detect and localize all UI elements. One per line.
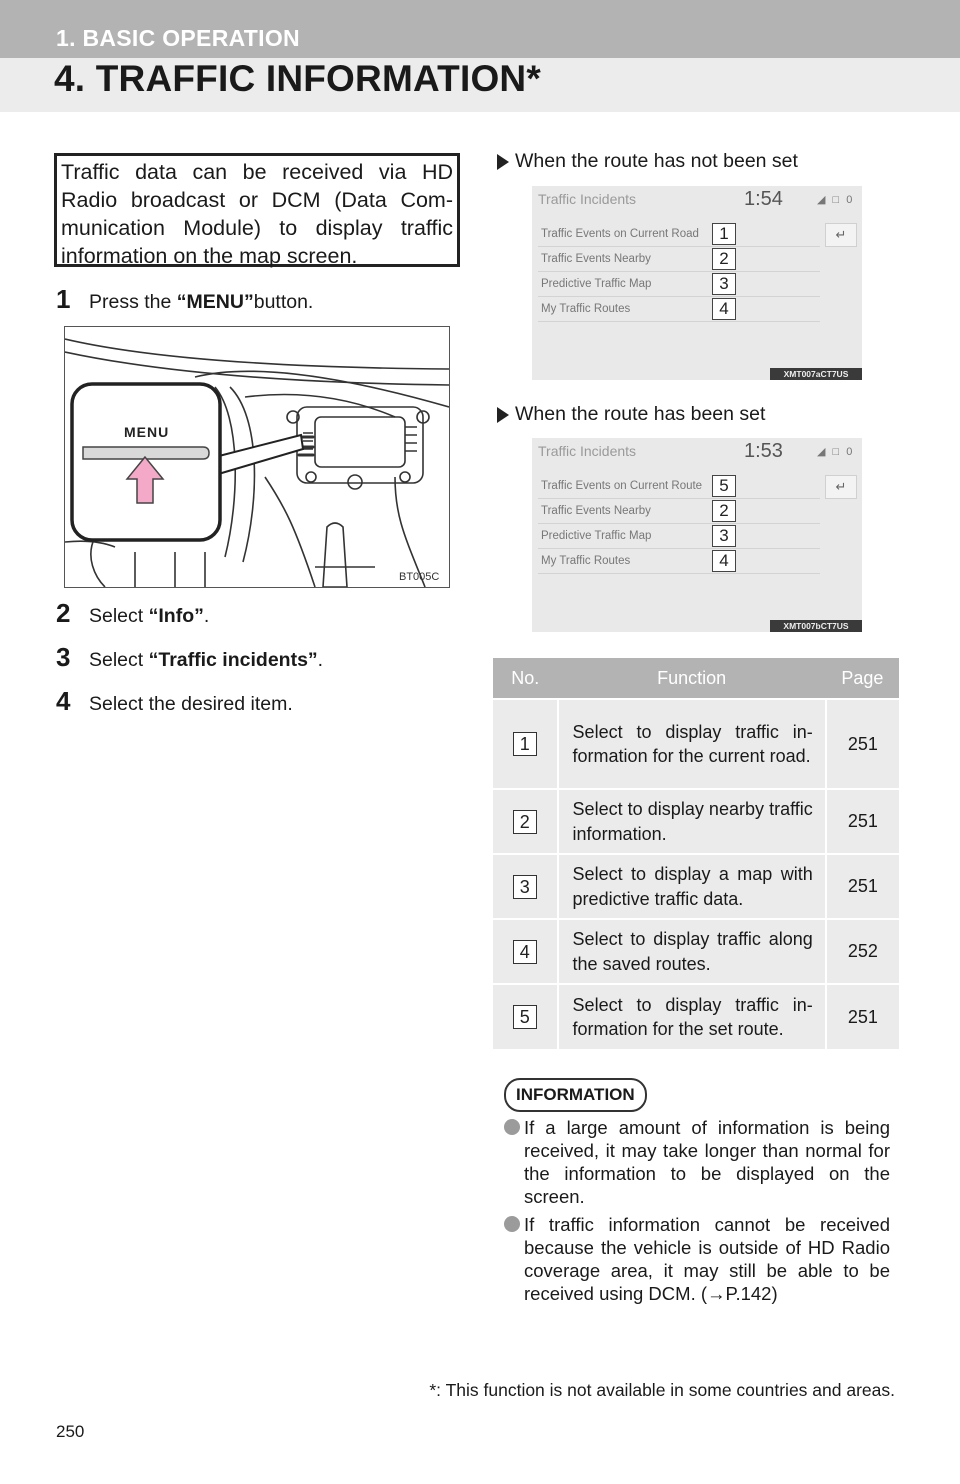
screen-item-4[interactable] — [538, 549, 820, 574]
screen-clock: 1:53 — [744, 440, 783, 462]
callout-number: 2 — [513, 810, 537, 834]
screen-item-label: Predictive Traffic Map — [541, 530, 652, 542]
table-row — [493, 919, 899, 984]
step-2 — [56, 598, 209, 629]
triangle-bullet-icon — [497, 407, 509, 423]
status-icons: ◢ □ 0 — [817, 194, 855, 206]
screen-item-label: Predictive Traffic Map — [541, 278, 652, 290]
callout-number: 5 — [712, 475, 736, 497]
page-cell: 251 — [826, 984, 899, 1049]
step-text-bold: “Traffic incidents” — [148, 649, 318, 671]
screen-code: XMT007bCT7US — [770, 620, 862, 632]
condition-text: When the route has not been set — [515, 150, 798, 172]
callout-number: 3 — [712, 525, 736, 547]
row-number-cell — [493, 984, 558, 1049]
screen-item-label: Traffic Events Nearby — [541, 505, 651, 517]
intro-box: Traffic data can be received via HD Radio broadcast or DCM (Data Com-munication Module) to display traffic information on the map screen. — [54, 153, 460, 267]
screen-item-label: Traffic Events on Current Route — [541, 480, 703, 492]
callout-number: 2 — [712, 248, 736, 270]
step-text-post: . — [203, 605, 210, 627]
callout-number: 1 — [712, 223, 736, 245]
step-number: 3 — [56, 642, 71, 672]
screen-code: XMT007aCT7US — [770, 368, 862, 380]
bullet-dot-icon — [504, 1119, 520, 1135]
step-text-post: . — [317, 649, 324, 671]
function-cell: Select to display a map with predictive traffic data. — [558, 854, 826, 919]
column-header: Page — [826, 658, 899, 699]
step-number: 2 — [56, 598, 71, 628]
callout-number: 3 — [712, 273, 736, 295]
screen-clock: 1:54 — [744, 188, 783, 210]
page-cell: 251 — [826, 854, 899, 919]
page-number: 250 — [56, 1422, 85, 1441]
footnote: *: This function is not available in some countries and areas. — [429, 1380, 895, 1400]
condition-text: When the route has been set — [515, 403, 766, 425]
callout-number: 1 — [513, 732, 537, 756]
screen-item-label: Traffic Events Nearby — [541, 253, 651, 265]
page-cell: 252 — [826, 919, 899, 984]
screen-item-1[interactable] — [538, 222, 820, 247]
step-text-bold: “Info” — [148, 605, 204, 627]
function-table — [493, 658, 899, 1049]
callout-number: 2 — [712, 500, 736, 522]
page-title: 4. TRAFFIC INFORMATION* — [54, 58, 541, 99]
section-label: 1. BASIC OPERATION — [56, 25, 300, 51]
information-text: If a large amount of information is being received, it may take longer than normal for the information to be displayed on the screen. — [524, 1117, 890, 1207]
bullet-dot-icon — [504, 1216, 520, 1232]
callout-number: 3 — [513, 875, 537, 899]
step-text-pre: Press the — [89, 291, 172, 313]
screen-item-1[interactable] — [538, 474, 820, 499]
table-row — [493, 854, 899, 919]
dashboard-drawing — [65, 327, 449, 587]
step-text-post: button. — [253, 291, 314, 313]
screen-item-3[interactable] — [538, 272, 820, 297]
function-cell: Select to display traffic in-formation for the current road. — [558, 699, 826, 789]
information-item — [504, 1213, 890, 1305]
row-number-cell — [493, 919, 558, 984]
back-icon[interactable]: ↵ — [825, 475, 857, 499]
step-1 — [56, 284, 313, 315]
page-cell: 251 — [826, 789, 899, 854]
screen-item-4[interactable] — [538, 297, 820, 322]
screen-item-2[interactable] — [538, 499, 820, 524]
information-item — [504, 1116, 890, 1208]
step-3 — [56, 642, 323, 673]
table-row — [493, 789, 899, 854]
function-cell: Select to display traffic in-formation for the set route. — [558, 984, 826, 1049]
step-text: Select the desired item. — [89, 693, 293, 715]
screen-item-3[interactable] — [538, 524, 820, 549]
screen-route-set — [532, 438, 862, 632]
menu-button-label: MENU — [124, 424, 170, 440]
step-text-pre: Select — [89, 605, 144, 627]
information-text: If traffic information cannot be received because the vehicle is outside of HD Radio coverage area, it may still be able to be received using DCM. (→P.142) — [524, 1214, 890, 1304]
dashboard-illustration — [64, 326, 450, 588]
step-4 — [56, 686, 293, 717]
table-row — [493, 984, 899, 1049]
screen-item-label: My Traffic Routes — [541, 555, 631, 567]
screen-item-2[interactable] — [538, 247, 820, 272]
step-number: 1 — [56, 284, 71, 314]
row-number-cell — [493, 699, 558, 789]
screen-no-route — [532, 186, 862, 380]
step-text-pre: Select — [89, 649, 144, 671]
triangle-bullet-icon — [497, 154, 509, 170]
step-text-bold: “MENU” — [176, 291, 254, 313]
information-label: INFORMATION — [504, 1078, 647, 1112]
condition-no-route — [497, 150, 798, 173]
condition-route-set — [497, 403, 765, 426]
screen-title: Traffic Incidents — [538, 443, 637, 459]
row-number-cell — [493, 789, 558, 854]
table-row — [493, 699, 899, 789]
row-number-cell — [493, 854, 558, 919]
function-cell: Select to display traffic along the saved routes. — [558, 919, 826, 984]
column-header: Function — [558, 658, 826, 699]
status-icons: ◢ □ 0 — [817, 446, 855, 458]
callout-number: 4 — [513, 940, 537, 964]
step-number: 4 — [56, 686, 71, 716]
callout-number: 5 — [513, 1005, 537, 1029]
back-icon[interactable]: ↵ — [825, 223, 857, 247]
screen-item-label: My Traffic Routes — [541, 303, 631, 315]
screen-title: Traffic Incidents — [538, 191, 637, 207]
callout-number: 4 — [712, 550, 736, 572]
screen-item-label: Traffic Events on Current Road — [541, 228, 699, 240]
illustration-code: BT005C — [399, 571, 440, 583]
callout-number: 4 — [712, 298, 736, 320]
function-cell: Select to display nearby traffic information. — [558, 789, 826, 854]
page-cell: 251 — [826, 699, 899, 789]
table-header-row — [493, 658, 899, 699]
column-header: No. — [493, 658, 558, 699]
